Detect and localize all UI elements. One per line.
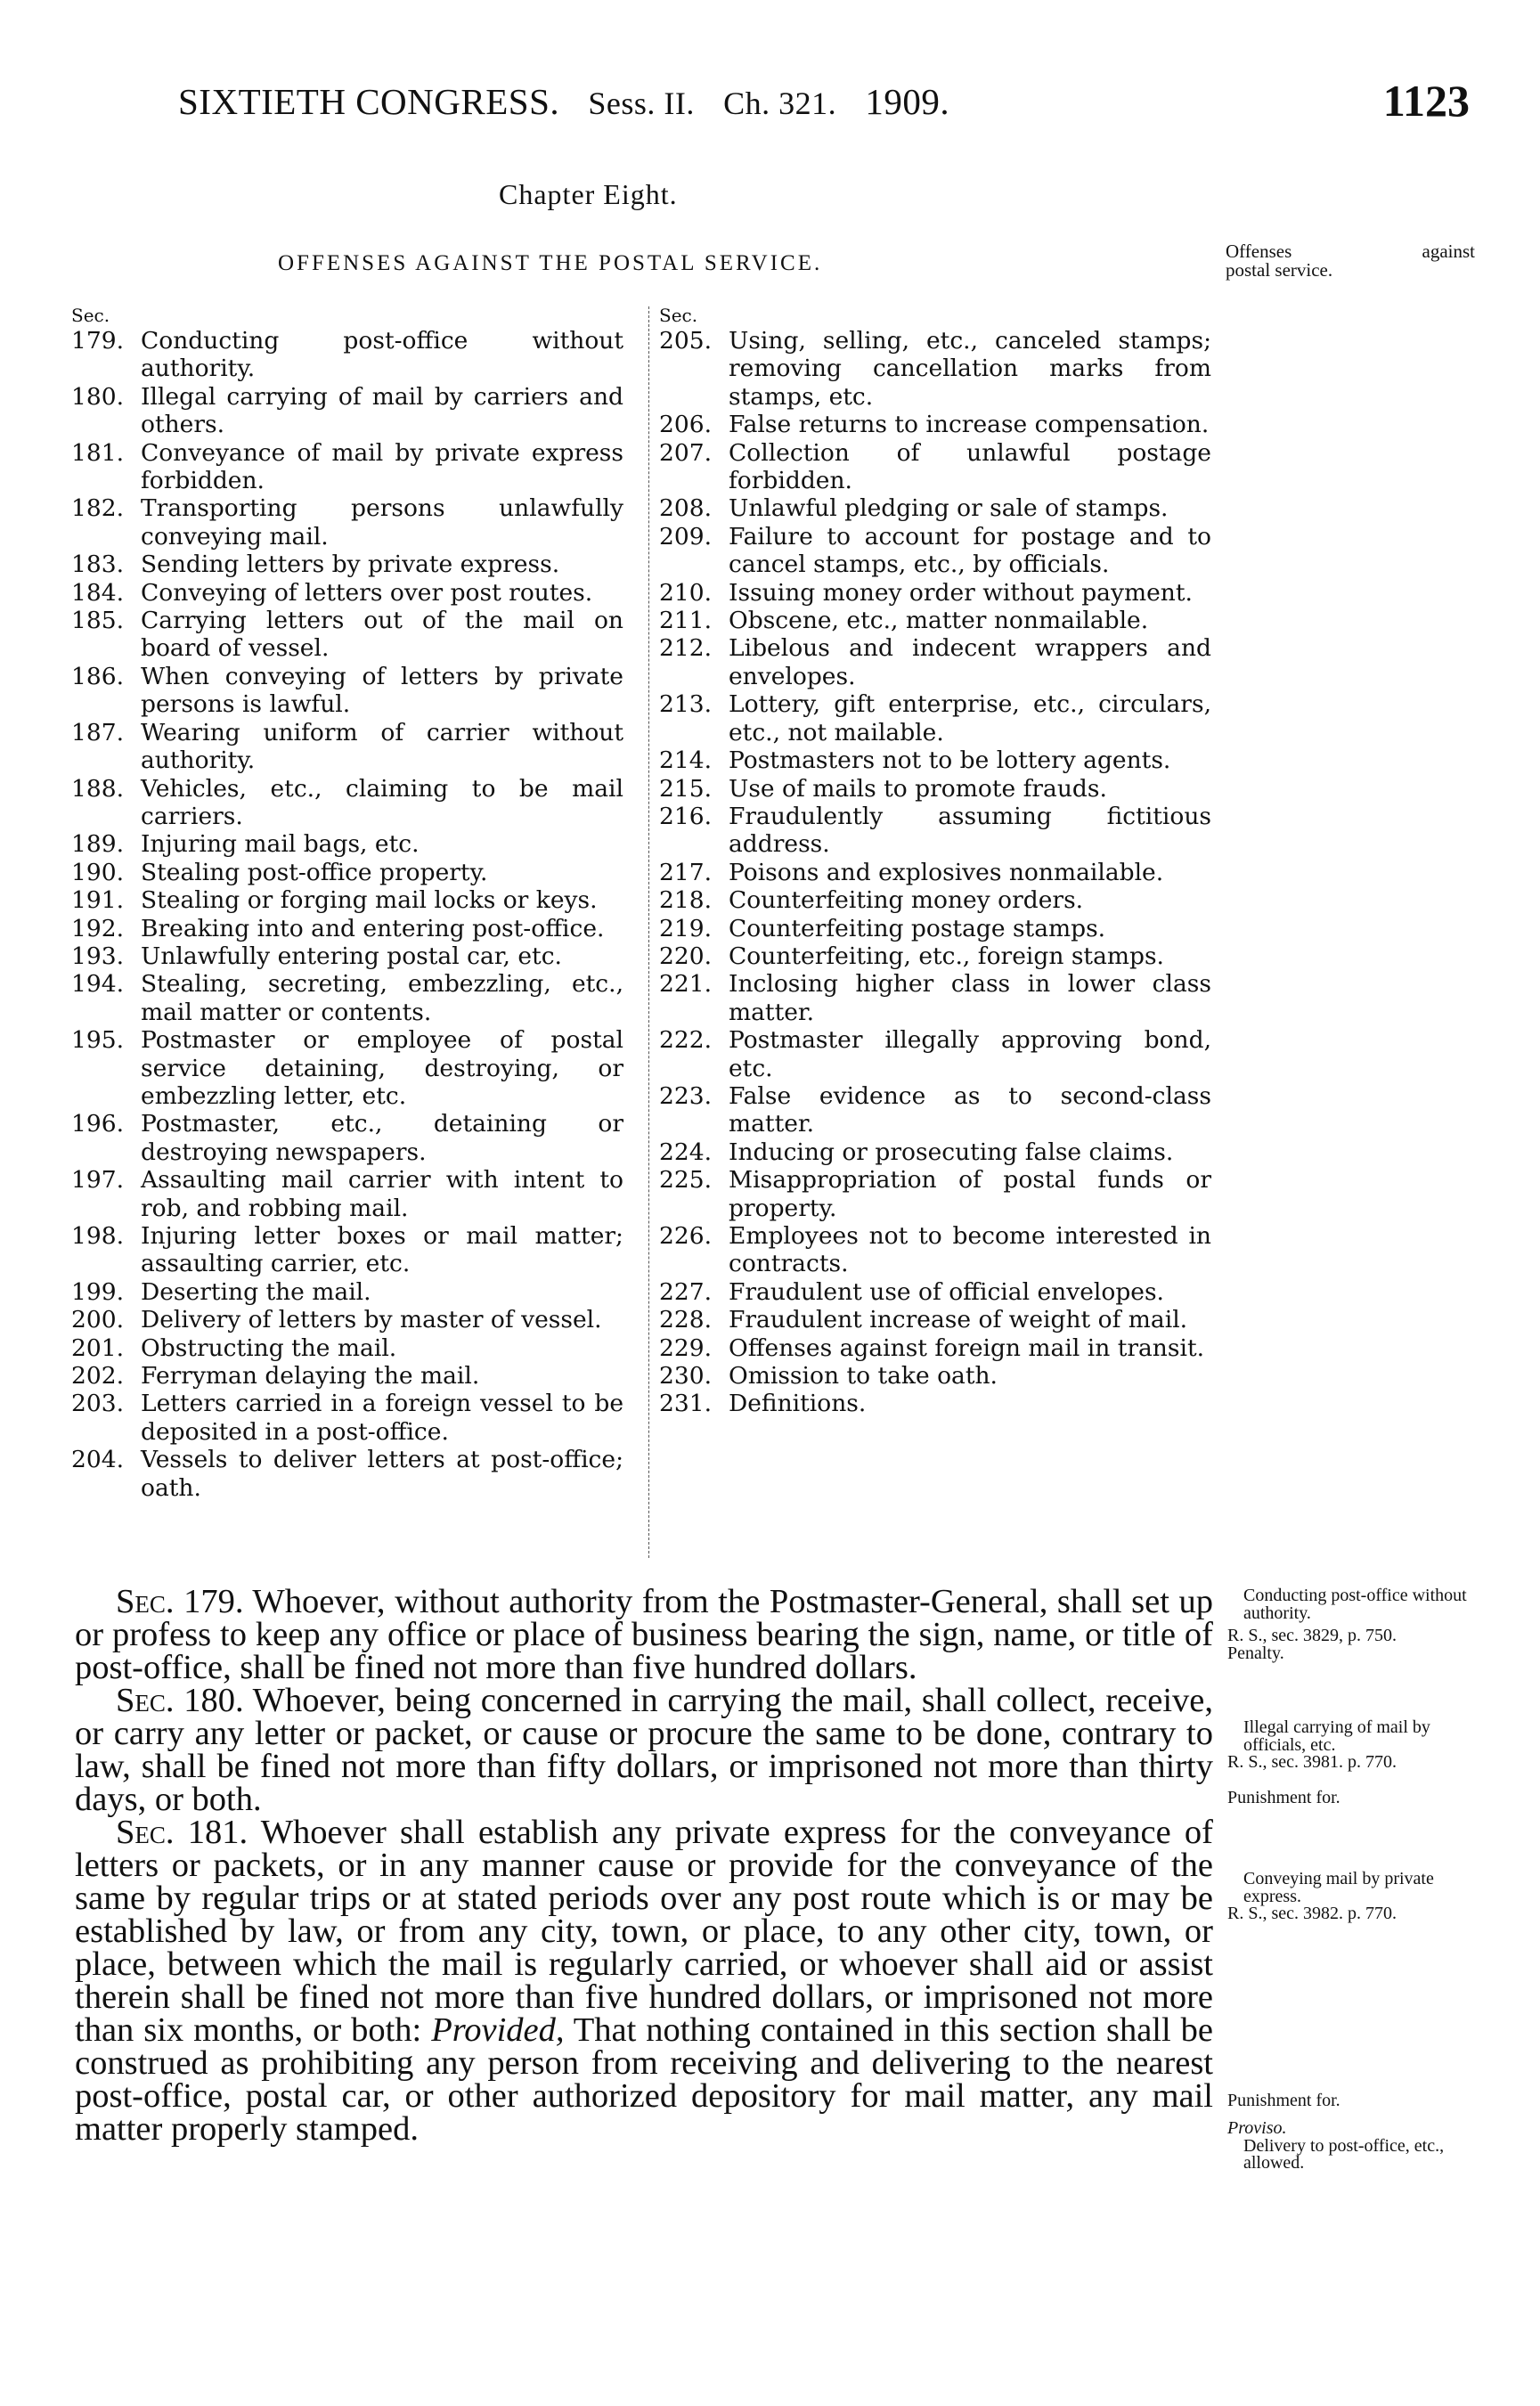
toc-entry-text: Inclosing higher class in lower class matter.	[729, 970, 1211, 1026]
toc-entry	[659, 690, 1211, 746]
toc-left-column	[71, 305, 623, 1502]
toc-entry-text: Ferryman delaying the mail.	[141, 1362, 480, 1391]
section-text: Whoever, without authority from the Postmaster-General, shall set up or profess to keep any office or place of business bearing the sign, name, or title of post-office, shall be fined not more than five hundred dollars.	[75, 1583, 1213, 1686]
toc-entry-number: 212.	[659, 634, 713, 663]
toc-entry-text: False evidence as to second-class matter.	[729, 1081, 1211, 1138]
toc-entry-text: Lottery, gift enterprise, etc., circulars, etc., not mailable.	[729, 690, 1211, 746]
toc-entry-number: 207.	[659, 438, 713, 467]
section-label: Sec. 181.	[116, 1814, 249, 1851]
toc-entry-number: 224.	[659, 1138, 713, 1166]
toc-entry	[71, 1110, 623, 1166]
toc-entry-number: 188.	[71, 774, 125, 803]
toc-entry	[71, 970, 623, 1026]
toc-entry-number: 184.	[71, 578, 125, 607]
toc-entry	[71, 1026, 623, 1110]
toc-entry-number: 210.	[659, 578, 713, 607]
toc-entry-text: Unlawful pledging or sale of stamps.	[729, 494, 1169, 523]
note-heading: Punishment for.	[1227, 2090, 1340, 2110]
toc-entry-text: Use of mails to promote frauds.	[729, 774, 1107, 803]
toc-entry-text: Delivery of letters by master of vessel.	[141, 1306, 602, 1334]
toc-entry-number: 179.	[71, 327, 125, 355]
toc-entry	[659, 1138, 1211, 1166]
toc-entry-text: Conveyance of mail by private express forbidden.	[141, 438, 623, 495]
page-number: 1123	[1382, 76, 1470, 126]
toc-entry	[71, 830, 623, 858]
margin-note-181	[1227, 1871, 1486, 2173]
toc-entry-text: When conveying of letters by private persons is lawful.	[141, 662, 623, 719]
toc-entry-text: Stealing, secreting, embezzling, etc., mail matter or contents.	[141, 970, 623, 1026]
toc-entry-text: Assaulting mail carrier with intent to rob, and robbing mail.	[141, 1166, 623, 1222]
toc-entry-number: 180.	[71, 382, 125, 411]
toc-entry-text: Misappropriation of postal funds or property.	[729, 1166, 1211, 1222]
toc-entry-text: Fraudulent use of official envelopes.	[729, 1277, 1164, 1306]
toc-entry	[659, 607, 1211, 634]
toc-entry-text: Obscene, etc., matter nonmailable.	[729, 607, 1149, 635]
toc-entry-number: 226.	[659, 1222, 713, 1250]
toc-entry-number: 191.	[71, 886, 125, 915]
toc-entry-number: 187.	[71, 718, 125, 746]
toc-entry-text: Inducing or prosecuting false claims.	[729, 1138, 1174, 1166]
toc-entry-text: Conducting post-office without authority.	[141, 327, 623, 383]
toc-entry	[71, 1306, 623, 1333]
toc-entry-number: 201.	[71, 1333, 125, 1362]
toc-entry	[659, 942, 1211, 970]
toc-entry-number: 227.	[659, 1277, 713, 1306]
toc-entry-number: 228.	[659, 1306, 713, 1334]
toc-entry-text: Collection of unlawful postage forbidden.	[729, 438, 1211, 495]
note-heading: Penalty.	[1227, 1643, 1284, 1663]
toc-entry-text: Breaking into and entering post-office.	[141, 914, 605, 942]
toc-entry	[659, 494, 1211, 522]
toc-entry	[71, 719, 623, 775]
toc-entry	[71, 551, 623, 578]
toc-entry	[71, 579, 623, 607]
toc-entry	[71, 383, 623, 439]
toc-entry-text: Vehicles, etc., claiming to be mail carriers.	[141, 774, 623, 830]
margin-title	[1226, 242, 1475, 280]
note-heading: Delivery to post-office, etc., allowed.	[1243, 2135, 1445, 2173]
toc-entry	[659, 1306, 1211, 1333]
toc-entry	[71, 327, 623, 383]
toc-entry-number: 185.	[71, 607, 125, 635]
toc-entry-number: 223.	[659, 1081, 713, 1110]
toc-entry-text: Omission to take oath.	[729, 1362, 998, 1391]
toc-entry-number: 183.	[71, 551, 125, 579]
section-text: Whoever, being concerned in carrying the mail, shall collect, receive, or carry any letter or packet, or cause or procure the same to be done, contrary to law, shall be fined not more than fifty dollars, or imprisoned not more than thirty days, or both.	[75, 1682, 1213, 1818]
toc-entry-text: Obstructing the mail.	[141, 1333, 397, 1362]
toc-entry-number: 198.	[71, 1222, 125, 1250]
margin-title-line: postal service.	[1226, 259, 1333, 281]
toc-entry-number: 205.	[659, 327, 713, 355]
proviso-word: Provided,	[431, 2011, 565, 2049]
toc-entry	[71, 886, 623, 914]
toc-entry-text: Illegal carrying of mail by carriers and others.	[141, 382, 623, 439]
toc-entry-number: 181.	[71, 438, 125, 467]
toc-entry	[71, 1278, 623, 1306]
section-text: That nothing contained in this section shall be construed as prohibiting any person from receiving and delivering to the nearest post-office, postal car, or other authorized depository for mail matter, any mail matter properly stamped.	[75, 2011, 1213, 2148]
toc-entry	[71, 607, 623, 663]
congress-label: SIXTIETH CONGRESS.	[178, 81, 560, 122]
toc-entry	[659, 1278, 1211, 1306]
toc-entry-number: 200.	[71, 1306, 125, 1334]
toc-entry-number: 192.	[71, 914, 125, 942]
toc-entry-number: 199.	[71, 1277, 125, 1306]
section-label: Sec. 179.	[116, 1583, 244, 1620]
section-label: Sec. 180.	[116, 1682, 244, 1719]
toc-entry	[71, 494, 623, 551]
toc-entry-number: 209.	[659, 522, 713, 551]
toc-entry	[659, 439, 1211, 495]
toc-entry	[71, 915, 623, 942]
toc-sec-label: Sec.	[659, 305, 698, 326]
chapter-label: Ch. 321.	[723, 86, 837, 121]
toc-entry	[659, 1166, 1211, 1222]
toc-entry-text: Stealing or forging mail locks or keys.	[141, 886, 598, 915]
note-citation: R. S., sec. 3982. p. 770.	[1227, 1904, 1397, 1923]
toc-entry	[659, 915, 1211, 942]
toc-entry-text: Postmaster or employee of postal service detaining, destroying, or embezzling letter, etc.	[141, 1026, 623, 1110]
toc-sec-label: Sec.	[71, 305, 110, 326]
toc-entry-number: 222.	[659, 1026, 713, 1055]
toc-entry	[659, 1390, 1211, 1417]
toc-entry-text: Fraudulent increase of weight of mail.	[729, 1306, 1188, 1334]
toc-entry-text: Letters carried in a foreign vessel to be deposited in a post-office.	[141, 1390, 623, 1446]
toc-entry-text: Using, selling, etc., canceled stamps; removing cancellation marks from stamps, etc.	[729, 327, 1211, 411]
toc-entry	[659, 1222, 1211, 1278]
toc-entry-text: Definitions.	[729, 1390, 867, 1418]
toc-entry-number: 204.	[71, 1446, 125, 1474]
note-proviso: Proviso.	[1227, 2118, 1287, 2138]
note-heading: Conveying mail by private express.	[1243, 1869, 1434, 1906]
toc-entry-number: 206.	[659, 411, 713, 439]
toc-entry	[71, 942, 623, 970]
toc-entry-number: 218.	[659, 886, 713, 915]
toc-entry-text: Carrying letters out of the mail on board of vessel.	[141, 607, 623, 663]
toc-entry	[71, 1222, 623, 1278]
toc-entry-text: Transporting persons unlawfully conveying mail.	[141, 494, 623, 551]
toc-entry	[659, 886, 1211, 914]
toc-entry	[71, 1390, 623, 1446]
toc-entry-text: Libelous and indecent wrappers and envelopes.	[729, 634, 1211, 690]
toc-entry	[71, 1334, 623, 1362]
toc-entry-number: 194.	[71, 970, 125, 999]
note-heading: Illegal carrying of mail by officials, etc.	[1243, 1717, 1430, 1755]
toc-entry-text: Employees not to become interested in contracts.	[729, 1222, 1211, 1278]
margin-title-line: Offenses against	[1226, 241, 1475, 262]
section-text: Whoever shall establish any private express for the conveyance of letters or packets, or in any manner cause or provide for the conveyance of the same by regular trips or at stated periods over any post route which is or may be established by law, or from any city, town, or place, to any other city, town, or place, between which the mail is regularly carried, or whoever shall aid or assist therein shall be fined not more than five hundred dollars, or imprisoned not more than six months, or both:	[75, 1814, 1213, 2049]
toc-entry-text: Counterfeiting, etc., foreign stamps.	[729, 942, 1164, 970]
toc-entry-number: 230.	[659, 1362, 713, 1391]
toc-entry-text: Counterfeiting postage stamps.	[729, 914, 1106, 942]
note-heading: Punishment for.	[1227, 1787, 1340, 1807]
toc-entry-number: 186.	[71, 662, 125, 690]
toc-entry	[659, 859, 1211, 886]
toc-entry-text: Counterfeiting money orders.	[729, 886, 1084, 915]
toc-entry-number: 213.	[659, 690, 713, 719]
year-label: 1909.	[865, 81, 950, 122]
toc-entry	[659, 579, 1211, 607]
section-180	[75, 1684, 1213, 1816]
toc-entry	[71, 1362, 623, 1390]
margin-note-179	[1227, 1587, 1486, 1662]
toc-entry-number: 217.	[659, 858, 713, 886]
toc-entry-text: Poisons and explosives nonmailable.	[729, 858, 1164, 886]
toc-entry	[659, 523, 1211, 579]
toc-entry	[71, 1446, 623, 1502]
toc-entry	[659, 1362, 1211, 1390]
toc-entry-text: Failure to account for postage and to cancel stamps, etc., by officials.	[729, 522, 1211, 579]
running-head-title	[178, 80, 949, 123]
toc-entry-number: 225.	[659, 1166, 713, 1195]
statute-body	[75, 1583, 1213, 2148]
margin-note-180	[1227, 1719, 1486, 1807]
toc-entry-text: Fraudulently assuming fictitious address.	[729, 802, 1211, 859]
toc-entry-text: Wearing uniform of carrier without authority.	[141, 718, 623, 775]
toc-entry	[659, 327, 1211, 411]
toc-entry	[71, 663, 623, 719]
toc-entry-number: 197.	[71, 1166, 125, 1195]
toc-entry-text: Conveying of letters over post routes.	[141, 578, 593, 607]
toc-entry-text: Sending letters by private express.	[141, 551, 560, 579]
toc-entry	[659, 775, 1211, 803]
toc-entry-text: Deserting the mail.	[141, 1277, 371, 1306]
toc-entry-text: Offenses against foreign mail in transit.	[729, 1333, 1205, 1362]
toc-entry	[659, 1082, 1211, 1138]
toc-entry-text: Issuing money order without payment.	[729, 578, 1193, 607]
running-head	[178, 76, 1479, 134]
session-label: Sess. II.	[588, 86, 695, 121]
toc-entry-number: 193.	[71, 942, 125, 970]
toc-entry	[659, 634, 1211, 690]
toc-entry-number: 220.	[659, 942, 713, 970]
note-citation: R. S., sec. 3981. p. 770.	[1227, 1752, 1397, 1772]
note-heading: Conducting post-office without authority.	[1243, 1586, 1467, 1623]
toc-entry	[659, 1334, 1211, 1362]
toc-entry	[71, 439, 623, 495]
toc-entry	[71, 859, 623, 886]
toc-entry-text: Vessels to deliver letters at post-office; oath.	[141, 1446, 623, 1502]
column-divider	[648, 306, 649, 1558]
toc-entry-text: Injuring letter boxes or mail matter; assaulting carrier, etc.	[141, 1222, 623, 1278]
toc-entry-text: Postmaster, etc., detaining or destroying newspapers.	[141, 1110, 623, 1166]
toc-entry-number: 203.	[71, 1390, 125, 1418]
toc-entry-number: 182.	[71, 494, 125, 523]
toc-entry-number: 202.	[71, 1362, 125, 1391]
toc-entry	[659, 970, 1211, 1026]
toc-entry-text: Stealing post-office property.	[141, 858, 488, 886]
toc-entry	[71, 775, 623, 831]
toc-entry-number: 190.	[71, 858, 125, 886]
toc-entry	[659, 746, 1211, 774]
toc-entry-text: Postmaster illegally approving bond, etc.	[729, 1026, 1211, 1082]
toc-entry	[659, 411, 1211, 438]
section-title: OFFENSES AGAINST THE POSTAL SERVICE.	[278, 251, 823, 275]
toc-entry-text: Injuring mail bags, etc.	[141, 830, 420, 859]
toc-entry-number: 195.	[71, 1026, 125, 1055]
note-citation: R. S., sec. 3829, p. 750.	[1227, 1626, 1397, 1645]
toc-entry-number: 211.	[659, 607, 713, 635]
toc-entry	[71, 1166, 623, 1222]
toc-right-column	[659, 305, 1211, 1418]
toc-entry-text: Unlawfully entering postal car, etc.	[141, 942, 562, 970]
toc-entry-text: Postmasters not to be lottery agents.	[729, 746, 1171, 775]
toc-entry-text: False returns to increase compensation.	[729, 411, 1210, 439]
toc-entry-number: 219.	[659, 914, 713, 942]
section-179	[75, 1583, 1213, 1686]
toc-entry-number: 231.	[659, 1390, 713, 1418]
section-181	[75, 1816, 1213, 2146]
toc-entry-number: 208.	[659, 494, 713, 523]
toc-entry	[659, 803, 1211, 859]
toc-entry-number: 215.	[659, 774, 713, 803]
toc-entry	[659, 1026, 1211, 1082]
toc-entry-number: 196.	[71, 1110, 125, 1138]
toc-entry-number: 221.	[659, 970, 713, 999]
toc-entry-number: 189.	[71, 830, 125, 859]
chapter-heading: Chapter Eight.	[499, 178, 678, 210]
toc-entry-number: 216.	[659, 802, 713, 830]
toc-entry-number: 214.	[659, 746, 713, 775]
toc-entry-number: 229.	[659, 1333, 713, 1362]
